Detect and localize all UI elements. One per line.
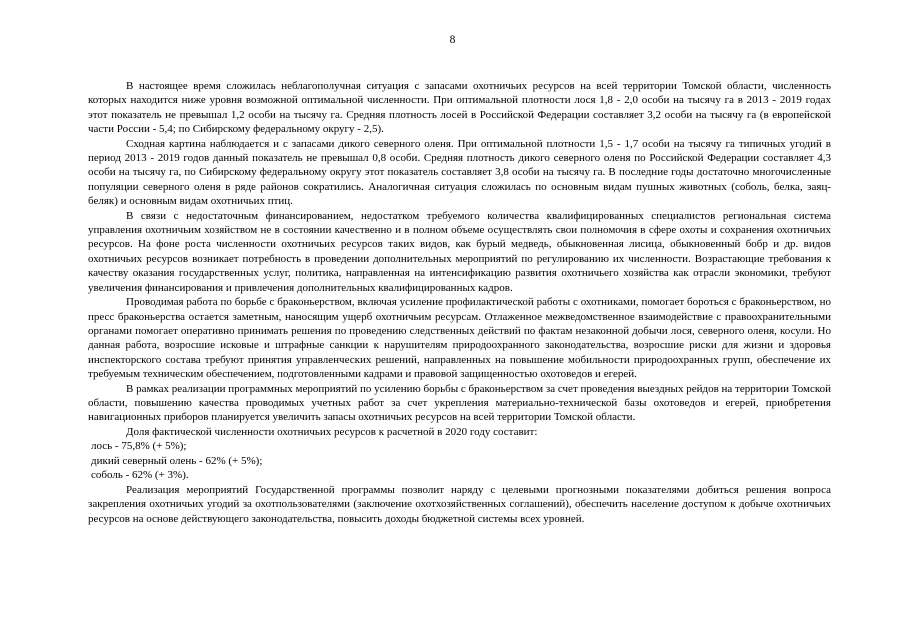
paragraph-program-measures: В рамках реализации программных мероприятий по усилению борьбы с браконьерством за счет проведения выездных рейдов на территории Томской области, повышению качества проводимых учетных работ за счет укрепления материально-технической базы охотоведов и егерей, приобретения навигационных приборов планируется увеличить запасы охотничьих ресурсов на всей территории Томской области. [88,382,831,424]
paragraph-anti-poaching: Проводимая работа по борьбе с браконьерством, включая усиление профилактической работы с охотниками, помогает бороться с браконьерством, но пресс браконьерства остается заметным, наносящим ущерб охотничьим ресурсам. Отлаженное межведомственное взаимодействие с правоохранительными органами помогает оперативно принимать решения по проведению следственных действий по фактам незаконной добычи лося, северного оленя, косули. Но данная работа, возросшие исковые и штрафные санкции к нарушителям природоохранного законодательства, возросшие риски для жизни и здоровья инспекторского состава требуют принятия управленческих решений, направленных на повышение мобильности природоохранных групп, обеспечение их требуемым техническим обеспечением, подготовленными кадрами и правовой защищенностью охотоведов и егерей. [88,296,831,381]
page-number: 8 [449,34,456,46]
paragraph-program-outcome: Реализация мероприятий Государственной программы позволит наряду с целевыми прогнозными показателями добиться решения вопроса закрепления охотничьих угодий за охотпользователями (заключение охотхозяйственных соглашений), обеспечить население доступом к добыче охотничьих ресурсов на основе действующего законодательства, повысить доходы бюджетной системы всех уровней. [88,483,831,525]
species-share-list [88,439,831,483]
paragraph-reindeer-situation: Сходная картина наблюдается и с запасами дикого северного оленя. При оптимальной плотности 1,5 - 1,7 особи на тысячу га типичных угодий в период 2013 - 2019 годов данный показатель не превышал 0,8 особи. Средняя плотность дикого северного оленя по Российской Федерации составляет 4,3 особи на тысячу га, по Сибирскому федеральному округу этот показатель составляет 3,8 особи на тысячу га. В последние годы достаточно многочисленные популяции северного оленя в ряде районов сократились. Аналогичная ситуация сложилась по основным видам пушных животных (соболь, белка, заяц-беляк) и основным видам охотничьих птиц. [88,137,831,208]
list-item: дикий северный олень - 62% (+ 5%); [91,454,263,467]
paragraph-moose-situation: В настоящее время сложилась неблагополучная ситуация с запасами охотничьих ресурсов на всей территории Томской области, численность которых находится ниже уровня возможной оптимальной численности. При оптимальной плотности лося 1,8 - 2,0 особи на тысячу га в 2013 - 2019 годах этот показатель не превышал 1,2 особи на тысячу га. Средняя плотность лосей в Российской Федерации составляет 3,2 особи на тысячу га (в европейской части России - 5,4; по Сибирскому федеральному округу - 2,5). [88,80,831,136]
list-item: соболь - 62% (+ 3%). [91,469,189,482]
paragraph-share-intro: Доля фактической численности охотничьих ресурсов к расчетной в 2020 году составит: [126,425,538,438]
document-body [88,79,831,526]
paragraph-financing-issues: В связи с недостаточным финансированием, недостатком требуемого количества квалифицированных специалистов региональная система управления охотничьим хозяйством не в состоянии качественно и в полном объеме осуществлять свои полномочия в сфере охоты и сохранения охотничьих ресурсов. На фоне роста численности охотничьих ресурсов таких видов, как бурый медведь, обыкновенная лисица, обыкновенный бобр и др. видов охотничьих ресурсов возникает потребность в проведении дополнительных мероприятий по регулированию их численности. Возрастающие требования к качеству оказания государственных услуг, политика, направленная на интенсификацию развития охотничьего хозяйства как отрасли экономики, требуют увеличения финансирования и привлечения дополнительных квалифицированных кадров. [88,209,831,294]
list-item: лось - 75,8% (+ 5%); [91,440,187,453]
